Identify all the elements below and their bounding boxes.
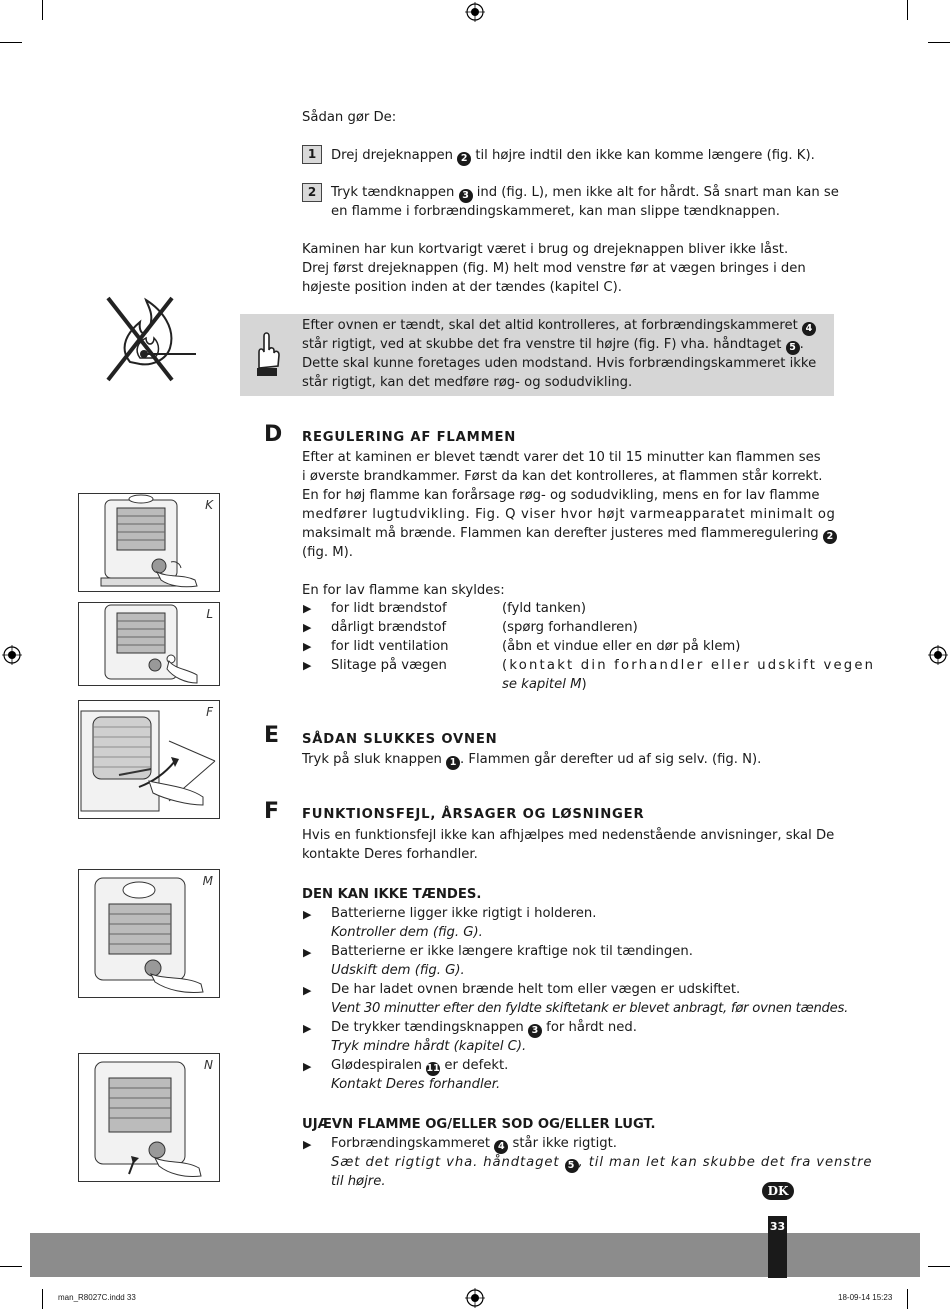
list-item: Glødespiralen 11 er defekt.: [331, 1058, 509, 1074]
ref-number-icon: 5: [786, 341, 800, 355]
paragraph-line: Efter at kaminen er blevet tændt varer det 10 til 15 minutter kan flammen ses: [302, 450, 821, 465]
pointing-hand-icon: [251, 330, 283, 380]
figure-l: [78, 602, 220, 686]
list-item-fix: (åbn et vindue eller en dør på klem): [502, 639, 741, 654]
crop-mark: [907, 1289, 908, 1309]
note-line: Efter ovnen er tændt, skal det altid kontrolleres, at forbrændingskammeret 4: [302, 316, 816, 336]
slug-date: 18-09-14 15:23: [838, 1293, 893, 1302]
figure-label: K: [205, 498, 213, 512]
paragraph-line: højeste position inden at der tændes (kapitel C).: [302, 280, 622, 295]
no-open-flame-icon: [100, 292, 200, 387]
list-item-fix: Kontakt Deres forhandler.: [331, 1077, 501, 1092]
ref-number-icon: 2: [823, 530, 837, 544]
figure-label: L: [206, 607, 213, 621]
list-item-fix: Tryk mindre hårdt (kapitel C).: [331, 1039, 527, 1054]
bullet-arrow-icon: ▶: [303, 946, 312, 959]
combustion-chamber-illustration-icon: [79, 701, 219, 818]
ref-number-icon: 11: [426, 1063, 440, 1074]
figure-n: [78, 1053, 220, 1182]
list-item-fix: Udskift dem (fig. G).: [331, 963, 465, 978]
list-item-fix: Sæt det rigtigt vha. håndtaget 5 , til man let kan skubbe det fra venstre: [331, 1155, 873, 1171]
figure-m: [78, 869, 220, 998]
bullet-arrow-icon: ▶: [303, 1138, 312, 1151]
paragraph-line: i øverste brandkammer. Først da kan det kontrolleres, at flammen står korrekt.: [302, 469, 823, 484]
figure-label: N: [204, 1058, 213, 1072]
list-intro: En for lav flamme kan skyldes:: [302, 583, 505, 598]
list-item: dårligt brændstof: [331, 620, 447, 635]
step-text: Tryk tændknappen 3 ind (fig. L), men ikke alt for hårdt. Så snart man kan se: [331, 185, 839, 201]
crop-mark: [42, 1289, 43, 1309]
list-item: Batterierne ligger ikke rigtigt i holderen.: [331, 906, 597, 921]
bullet-arrow-icon: ▶: [303, 984, 312, 997]
step-text: en flamme i forbrændingskammeret, kan man slippe tændknappen.: [331, 204, 780, 219]
ref-number-icon: 4: [802, 322, 816, 336]
list-item: Slitage på vægen: [331, 658, 447, 673]
ref-number-icon: 5: [565, 1159, 579, 1173]
list-item-fix: (kontakt din forhandler eller udskift vegen: [502, 658, 876, 673]
registration-mark-icon: [2, 645, 22, 665]
heater-illustration-icon: [79, 494, 219, 591]
crop-mark: [0, 42, 22, 43]
heater-illustration-icon: [79, 1054, 219, 1181]
step-number: 2: [302, 183, 322, 202]
crop-mark: [42, 0, 43, 20]
list-item-fix: (fyld tanken): [502, 601, 586, 616]
registration-mark-icon: [465, 1288, 485, 1308]
section-title: FUNKTIONSFEJL, ÅRSAGER OG LØSNINGER: [302, 807, 645, 822]
ref-number-icon: 4: [494, 1140, 508, 1154]
registration-mark-icon: [465, 2, 485, 22]
bullet-arrow-icon: ▶: [303, 640, 312, 653]
bullet-arrow-icon: ▶: [303, 1060, 312, 1073]
section-letter: D: [264, 422, 283, 447]
section-title: REGULERING AF FLAMMEN: [302, 430, 517, 445]
subsection-title: UJÆVN FLAMME OG/ELLER SOD OG/ELLER LUGT.: [302, 1117, 656, 1132]
bullet-arrow-icon: ▶: [303, 621, 312, 634]
list-item-fix: til højre.: [331, 1174, 386, 1189]
list-item-fix: se kapitel M): [502, 677, 587, 692]
heater-illustration-icon: [79, 603, 219, 685]
note-line: Dette skal kunne foretages uden modstand. Hvis forbrændingskammeret ikke: [302, 356, 817, 371]
step-number: 1: [302, 145, 322, 164]
list-item: for lidt brændstof: [331, 601, 447, 616]
registration-mark-icon: [928, 645, 948, 665]
slug-file: man_R8027C.indd 33: [58, 1293, 136, 1302]
note-line: står rigtigt, ved at skubbe det fra venstre til højre (fig. F) vha. håndtaget 5 .: [302, 337, 804, 353]
figure-f: [78, 700, 220, 819]
ref-number-icon: 3: [459, 189, 473, 203]
section-letter: E: [264, 723, 280, 748]
list-item: for lidt ventilation: [331, 639, 449, 654]
list-item: De trykker tændingsknappen 3 for hårdt ned.: [331, 1020, 637, 1036]
list-item-fix: (spørg forhandleren): [502, 620, 638, 635]
list-item: Batterierne er ikke længere kraftige nok til tændingen.: [331, 944, 693, 959]
page-number: 33: [769, 1220, 786, 1233]
paragraph-line: kontakte Deres forhandler.: [302, 847, 478, 862]
paragraph-line: Drej først drejeknappen (fig. M) helt mod venstre før at vægen bringes i den: [302, 261, 806, 276]
figure-label: F: [206, 705, 213, 719]
section-letter: F: [264, 799, 280, 824]
ref-number-icon: 3: [528, 1024, 542, 1038]
bullet-arrow-icon: ▶: [303, 908, 312, 921]
crop-mark: [907, 0, 908, 20]
section-title: SÅDAN SLUKKES OVNEN: [302, 732, 498, 747]
paragraph-line: medfører lugtudvikling. Fig. Q viser hvor højt varmeapparatet minimalt og: [302, 507, 836, 522]
bullet-arrow-icon: ▶: [303, 602, 312, 615]
figure-label: M: [202, 874, 213, 888]
list-item: De har ladet ovnen brænde helt tom eller vægen er udskiftet.: [331, 982, 741, 997]
note-line: står rigtigt, kan det medføre røg- og sodudvikling.: [302, 375, 633, 390]
bullet-arrow-icon: ▶: [303, 659, 312, 672]
intro-text: Sådan gør De:: [302, 110, 397, 125]
paragraph-line: Tryk på sluk knappen 1 . Flammen går derefter ud af sig selv. (fig. N).: [302, 752, 762, 768]
ref-number-icon: 2: [457, 152, 471, 166]
figure-k: [78, 493, 220, 592]
paragraph-line: En for høj flamme kan forårsage røg- og sodudvikling, mens en for lav flamme: [302, 488, 820, 503]
paragraph-line: maksimalt må brænde. Flammen kan derefter justeres med flammeregulering 2: [302, 524, 837, 544]
language-badge: DK: [762, 1182, 794, 1200]
step-text: Drej drejeknappen 2 til højre indtil den ikke kan komme længere (fig. K).: [331, 148, 815, 164]
list-item-fix: Vent 30 minutter efter den fyldte skiftetank er blevet anbragt, før ovnen tændes.: [331, 1001, 849, 1016]
paragraph-line: (fig. M).: [302, 545, 353, 560]
crop-mark: [928, 42, 950, 43]
list-item: Forbrændingskammeret 4 står ikke rigtigt.: [331, 1136, 617, 1152]
subsection-title: DEN KAN IKKE TÆNDES.: [302, 887, 482, 902]
crop-mark: [928, 1266, 950, 1267]
paragraph-line: Hvis en funktionsfejl ikke kan afhjælpes med nedenstående anvisninger, skal De: [302, 828, 835, 843]
ref-number-icon: 1: [446, 756, 460, 770]
crop-mark: [0, 1266, 22, 1267]
bullet-arrow-icon: ▶: [303, 1022, 312, 1035]
list-item-fix: Kontroller dem (fig. G).: [331, 925, 483, 940]
heater-illustration-icon: [79, 870, 219, 997]
paragraph-line: Kaminen har kun kortvarigt været i brug og drejeknappen bliver ikke låst.: [302, 242, 789, 257]
